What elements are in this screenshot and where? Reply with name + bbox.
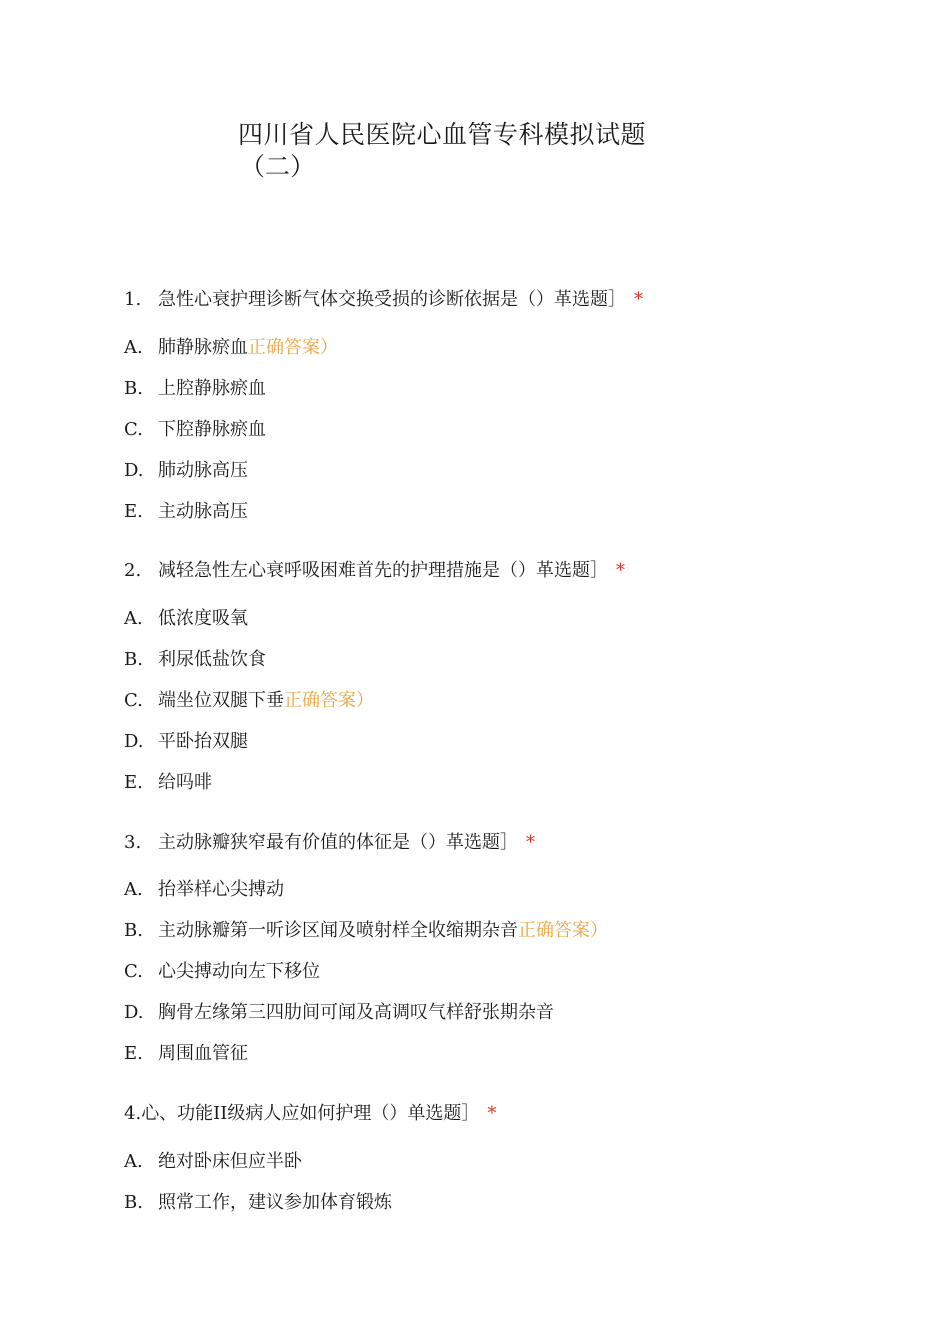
option-1d[interactable] xyxy=(124,459,248,483)
question-number: 3. xyxy=(124,832,142,853)
question-1 xyxy=(124,288,643,312)
option-label: E. xyxy=(124,772,143,793)
option-label: A. xyxy=(124,337,143,358)
option-label: B. xyxy=(124,649,143,670)
option-text: 周围血管征 xyxy=(158,1043,248,1064)
option-text: 绝对卧床但应半卧 xyxy=(158,1151,302,1172)
option-text: 主动脉瓣第一听诊区闻及喷射样全收缩期杂音 xyxy=(158,920,518,941)
option-label: C. xyxy=(124,961,143,982)
option-text: 抬举样心尖搏动 xyxy=(158,879,284,900)
option-text: 肺静脉瘀血 xyxy=(158,337,248,358)
option-1b[interactable] xyxy=(124,377,266,401)
option-text: 肺动脉高压 xyxy=(158,460,248,481)
option-text: 端坐位双腿下垂 xyxy=(158,690,284,711)
option-label: C. xyxy=(124,419,143,440)
option-label: A. xyxy=(124,1151,143,1172)
option-label: B. xyxy=(124,920,143,941)
option-label: D. xyxy=(124,1002,144,1023)
option-text: 利尿低盐饮食 xyxy=(158,649,266,670)
option-2a[interactable] xyxy=(124,607,248,631)
correct-answer-tag: 正确答案） xyxy=(284,690,374,711)
page-subtitle: （二） xyxy=(240,152,316,181)
required-star-icon: * xyxy=(616,560,625,581)
question-3 xyxy=(124,831,535,855)
question-text: 心、功能II级病人应如何护理（）单选题］ xyxy=(141,1103,480,1124)
option-label: B. xyxy=(124,1192,143,1213)
option-3c[interactable] xyxy=(124,960,320,984)
option-text: 给吗啡 xyxy=(158,772,212,793)
question-text: 急性心衰护理诊断气体交换受损的诊断依据是（）革选题］ xyxy=(158,289,626,310)
title-block xyxy=(238,118,698,182)
question-number: 1. xyxy=(124,289,142,310)
correct-answer-tag: 正确答案） xyxy=(248,337,338,358)
option-text: 上腔静脉瘀血 xyxy=(158,378,266,399)
option-label: C. xyxy=(124,690,143,711)
option-2b[interactable] xyxy=(124,648,266,672)
option-text: 心尖搏动向左下移位 xyxy=(158,961,320,982)
option-2c[interactable] xyxy=(124,689,374,713)
option-label: D. xyxy=(124,731,144,752)
option-3d[interactable] xyxy=(124,1001,554,1025)
option-label: B. xyxy=(124,378,143,399)
option-text: 主动脉高压 xyxy=(158,501,248,522)
page-title: 四川省人民医院心血管专科模拟试题 xyxy=(238,120,647,149)
option-3e[interactable] xyxy=(124,1042,248,1066)
option-3a[interactable] xyxy=(124,878,284,902)
correct-answer-tag: 正确答案） xyxy=(518,920,608,941)
required-star-icon: * xyxy=(526,832,535,853)
option-text: 下腔静脉瘀血 xyxy=(158,419,266,440)
option-text: 低浓度吸氧 xyxy=(158,608,248,629)
option-2d[interactable] xyxy=(124,730,248,754)
required-star-icon: * xyxy=(634,289,643,310)
question-4 xyxy=(124,1102,496,1126)
question-text: 减轻急性左心衰呼吸困难首先的护理措施是（）革选题］ xyxy=(158,560,608,581)
option-1c[interactable] xyxy=(124,418,266,442)
question-number: 4. xyxy=(124,1103,142,1124)
question-number: 2. xyxy=(124,560,142,581)
option-label: D. xyxy=(124,460,144,481)
option-label: A. xyxy=(124,879,143,900)
option-text: 平卧抬双腿 xyxy=(158,731,248,752)
required-star-icon: * xyxy=(487,1103,497,1124)
option-text: 照常工作，建议参加体育锻炼 xyxy=(158,1192,392,1213)
option-label: A. xyxy=(124,608,143,629)
option-1e[interactable] xyxy=(124,500,248,524)
question-text: 主动脉瓣狭窄最有价值的体征是（）革选题］ xyxy=(158,832,518,853)
option-label: E. xyxy=(124,501,143,522)
question-2 xyxy=(124,559,625,583)
option-4b[interactable] xyxy=(124,1191,392,1215)
option-text: 胸骨左缘第三四肋间可闻及高调叹气样舒张期杂音 xyxy=(158,1002,554,1023)
option-label: E. xyxy=(124,1043,143,1064)
option-2e[interactable] xyxy=(124,771,212,795)
option-1a[interactable] xyxy=(124,336,338,360)
option-3b[interactable] xyxy=(124,919,608,943)
option-4a[interactable] xyxy=(124,1150,302,1174)
